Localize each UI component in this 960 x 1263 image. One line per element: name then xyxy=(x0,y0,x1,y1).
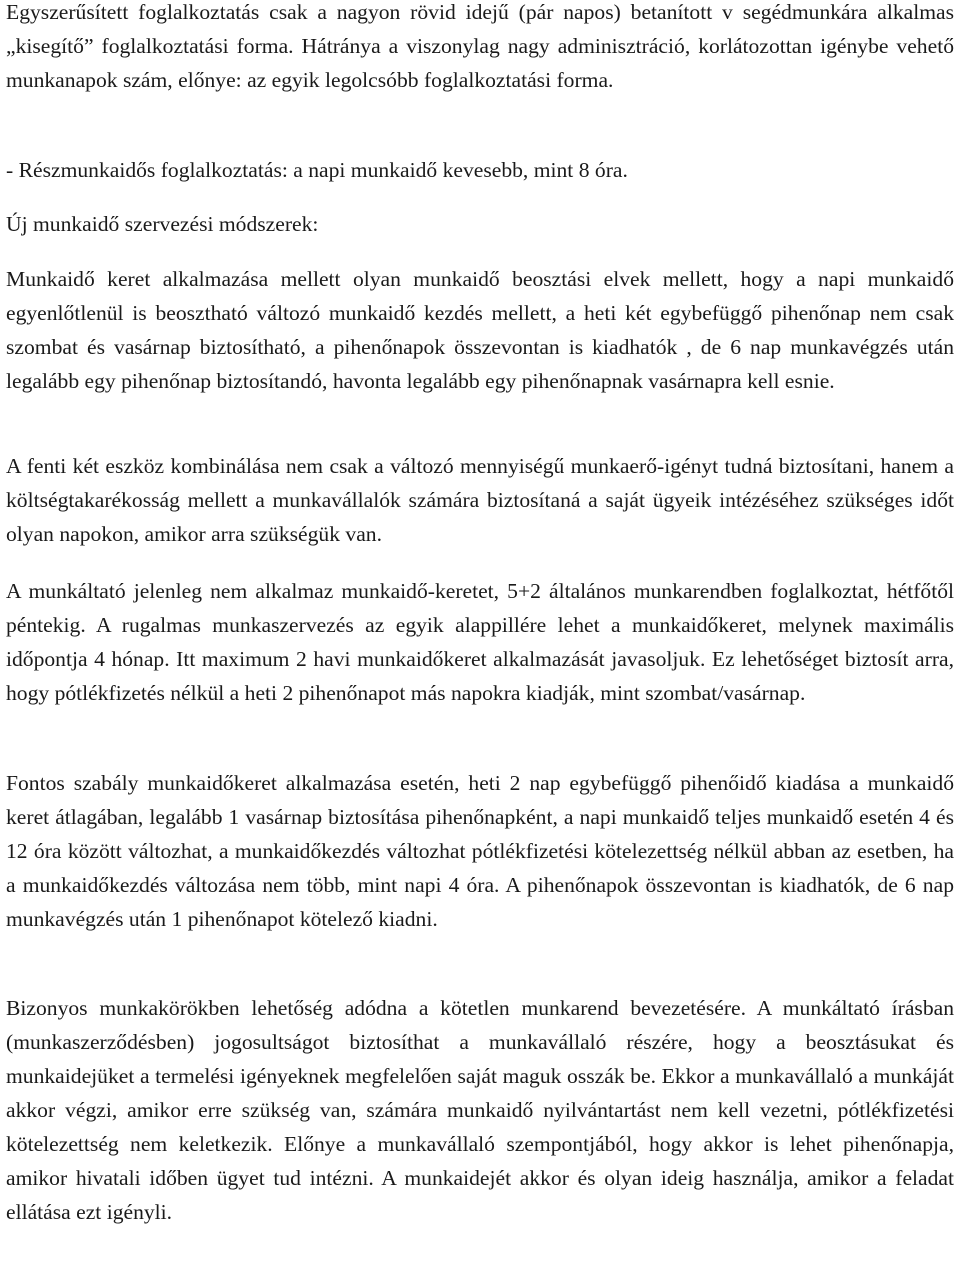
paragraph-important-rule: Fontos szabály munkaidőkeret alkalmazása esetén, heti 2 nap egybefüggő pihenőidő kiadása a munkaidő keret átlagában, legalább 1 vasárnap biztosítása pihenőnapként, a napi munkaidő teljes munkaidő esetén 4 és 12 óra között változhat, a munkaidőkezdés változhat pótlékfizetési kötelezettség nélkül abban az esetben, ha a munkaidőkezdés változása nem több, mint napi 4 óra. A pihenőnapok összevontan is kiadhatók, de 6 nap munkavégzés után 1 pihenőnapot kötelező kiadni. xyxy=(6,771,954,931)
paragraph-combination-of-tools: A fenti két eszköz kombinálása nem csak a változó mennyiségű munkaerő-igényt tudná biztosítani, hanem a költségtakarékosság mellett a munkavállalók számára biztosítaná a saját ügyeik intézéséhez szükséges időt olyan napokon, amikor arra szükségük van. xyxy=(6,454,954,546)
paragraph-employer-current-practice: A munkáltató jelenleg nem alkalmaz munkaidő-keretet, 5+2 általános munkarendben foglalkoztat, hétfőtől péntekig. A rugalmas munkaszervezés az egyik alappillére lehet a munkaidőkeret, melynek maximális időpontja 4 hónap. Itt maximum 2 havi munkaidőkeret alkalmazását javasoljuk. Ez lehetőséget biztosít arra, hogy pótlékfizetés nélkül a heti 2 pihenőnapot más napokra kiadják, mint szombat/vasárnap. xyxy=(6,579,954,705)
paragraph-simplified-employment: Egyszerűsített foglalkoztatás csak a nagyon rövid idejű (pár napos) betanított v segédmunkára alkalmas „kisegítő” foglalkoztatási forma. Hátránya a viszonylag nagy adminisztráció, korlátozottan igénybe vehető munkanapok szám, előnye: az egyik legolcsóbb foglalkoztatási forma. xyxy=(6,0,954,92)
paragraph-working-time-frame: Munkaidő keret alkalmazása mellett olyan munkaidő beosztási elvek mellett, hogy a napi munkaidő egyenlőtlenül is beosztható változó munkaidő kezdés mellett, a heti két egybefüggő pihenőnap nem csak szombat és vasárnap biztosítható, a pihenőnapok összevontan is kiadhatók , de 6 nap munkavégzés után legalább egy pihenőnap biztosítandó, havonta legalább egy pihenőnapnak vasárnapra kell esnie. xyxy=(6,267,954,393)
paragraph-flexible-schedule: Bizonyos munkakörökben lehetőség adódna a kötetlen munkarend bevezetésére. A munkáltató írásban (munkaszerződésben) jogosultságot biztosíthat a munkavállaló részére, hogy a beosztásukat és munkaidejüket a termelési igényeknek megfelelően saját maguk osszák be. Ekkor a munkavállaló a munkáját akkor végzi, amikor erre szükség van, számára munkaidő nyilvántartást nem kell vezetni, pótlékfizetési kötelezettség nem keletkezik. Előnye a munkavállaló szempontjából, hogy akkor is lehet pihenőnapja, amikor hivatali időben ügyet tud intézni. A munkaidejét akkor és olyan ideig használja, amikor a feladat ellátása ezt igényli. xyxy=(6,996,954,1224)
paragraph-part-time-employment: - Részmunkaidős foglalkoztatás: a napi munkaidő kevesebb, mint 8 óra. xyxy=(6,158,628,182)
section-heading-new-methods: Új munkaidő szervezési módszerek: xyxy=(6,212,319,236)
